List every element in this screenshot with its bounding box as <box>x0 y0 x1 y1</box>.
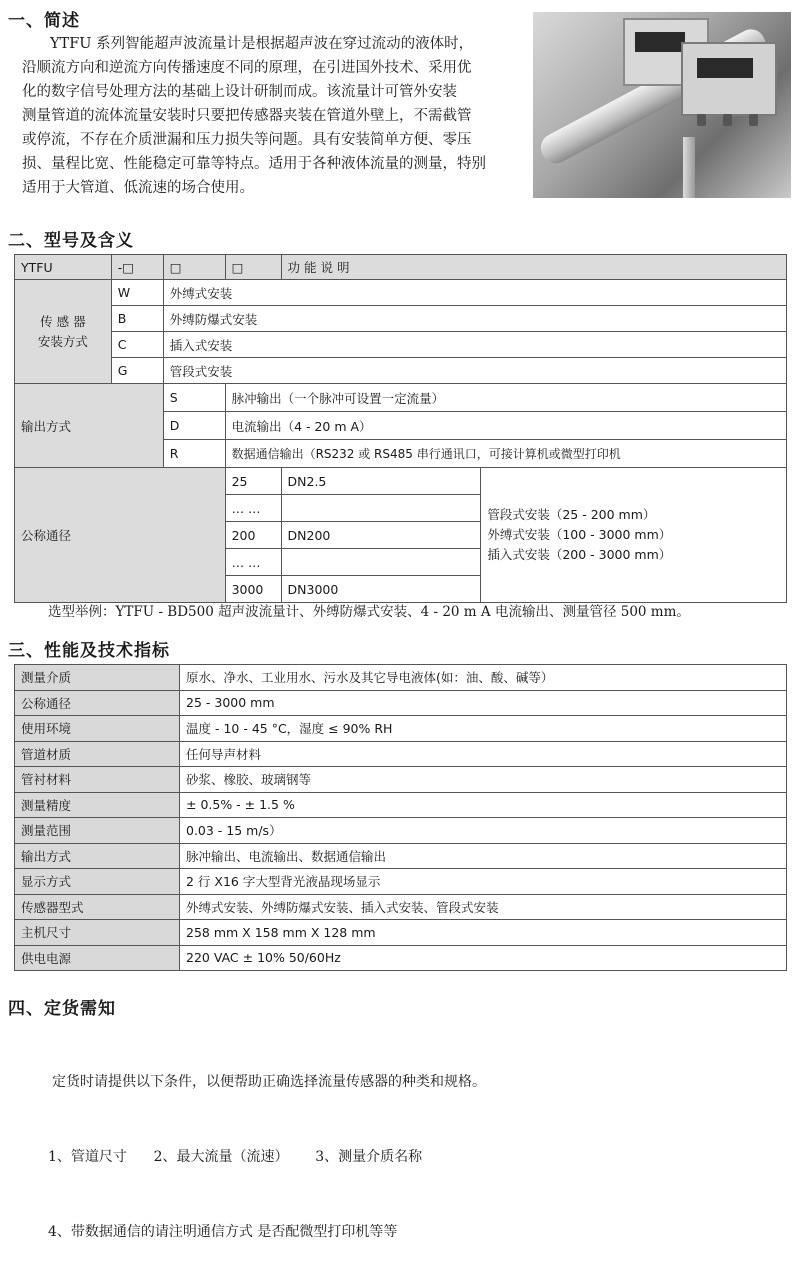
sensor-code: C <box>111 332 163 358</box>
section1-line: 或停流，不存在介质泄漏和压力损失等问题。具有安装简单方便、零压 <box>22 132 472 148</box>
spec-value: 外缚式安装、外缚防爆式安装、插入式安装、管段式安装 <box>180 894 787 920</box>
output-code: R <box>163 440 225 468</box>
spec-value: 258 mm X 158 mm X 128 mm <box>180 920 787 946</box>
cable-gland-icon <box>697 114 706 126</box>
section4-body <box>48 1020 788 1270</box>
spec-label: 测量精度 <box>15 792 180 818</box>
output-desc: 数据通信输出（RS232 或 RS485 串行通讯口，可接计算机或微型打印机 <box>225 440 786 468</box>
cable-gland-icon <box>749 114 758 126</box>
table-row <box>15 869 787 895</box>
flowmeter-unit-front <box>681 42 777 116</box>
section3-heading: 三、性能及技术指标 <box>8 641 170 661</box>
table-row <box>15 716 787 742</box>
table-row <box>15 280 787 306</box>
spec-label: 管衬材料 <box>15 767 180 793</box>
spec-label: 供电电源 <box>15 945 180 971</box>
ordering-line: 4、带数据通信的请注明通信方式 是否配微型打印机等等 <box>48 1224 398 1240</box>
section1-line: YTFU 系列智能超声波流量计是根据超声波在穿过流动的液体时， <box>50 36 474 52</box>
diameter-dn <box>281 549 481 576</box>
sensor-code: W <box>111 280 163 306</box>
table-row <box>15 358 787 384</box>
spec-value: 0.03 - 15 m/s） <box>180 818 787 844</box>
table-header-row <box>15 255 787 280</box>
code-slot-2: □ <box>163 255 225 280</box>
section1-line: 损、量程比宽、性能稳定可靠等特点。适用于各种液体流量的测量，特别 <box>22 156 486 172</box>
model-code: YTFU <box>15 255 112 280</box>
diameter-code: 25 <box>225 468 281 495</box>
output-mode-label: 输出方式 <box>15 384 164 468</box>
function-header: 功 能 说 明 <box>281 255 786 280</box>
section1-line: 化的数字信号处理方法的基础上设计研制而成。该流量计可管外安装 <box>22 84 457 100</box>
sensor-desc: 外缚式安装 <box>163 280 786 306</box>
diameter-note: 插入式安装（200 - 3000 mm） <box>487 547 672 562</box>
spec-value: 任何导声材料 <box>180 741 787 767</box>
diameter-dn: DN3000 <box>281 576 481 603</box>
table-row <box>15 894 787 920</box>
table-row <box>15 818 787 844</box>
spec-label: 测量介质 <box>15 665 180 691</box>
spec-value: 25 - 3000 mm <box>180 690 787 716</box>
spec-value: 温度 - 10 - 45 °C，湿度 ≤ 90% RH <box>180 716 787 742</box>
table-row <box>15 332 787 358</box>
code-slot-1: -□ <box>111 255 163 280</box>
diameter-note: 外缚式安装（100 - 3000 mm） <box>487 527 672 542</box>
diameter-code: 200 <box>225 522 281 549</box>
output-code: D <box>163 412 225 440</box>
spec-table <box>14 664 787 971</box>
table-row <box>15 468 787 495</box>
spec-value: 原水、净水、工业用水、污水及其它导电液体(如：油、酸、碱等） <box>180 665 787 691</box>
output-desc: 脉冲输出（一个脉冲可设置一定流量） <box>225 384 786 412</box>
diameter-code: … … <box>225 495 281 522</box>
diameter-note: 管段式安装（25 - 200 mm） <box>487 507 656 522</box>
table-row <box>15 767 787 793</box>
ordering-line: 定货时请提供以下条件，以便帮助正确选择流量传感器的种类和规格。 <box>52 1074 486 1090</box>
diameter-code: … … <box>225 549 281 576</box>
sensor-desc: 外缚防爆式安装 <box>163 306 786 332</box>
table-row <box>15 665 787 691</box>
cable-gland-icon <box>723 114 732 126</box>
diameter-dn <box>281 495 481 522</box>
table-row <box>15 843 787 869</box>
code-slot-3: □ <box>225 255 281 280</box>
spec-label: 显示方式 <box>15 869 180 895</box>
spec-value: 砂浆、橡胶、玻璃钢等 <box>180 767 787 793</box>
display-screen-icon <box>635 32 685 52</box>
spec-label: 主机尺寸 <box>15 920 180 946</box>
diameter-notes <box>481 468 787 603</box>
spec-label: 输出方式 <box>15 843 180 869</box>
sensor-code: G <box>111 358 163 384</box>
spec-value: 脉冲输出、电流输出、数据通信输出 <box>180 843 787 869</box>
spec-value: 220 VAC ± 10% 50/60Hz <box>180 945 787 971</box>
diameter-dn: DN2.5 <box>281 468 481 495</box>
sensor-mount-label: 传 感 器 安装方式 <box>15 280 112 384</box>
table-row <box>15 690 787 716</box>
section2-heading: 二、型号及含义 <box>8 231 134 251</box>
section1-line: 适用于大管道、低流速的场合使用。 <box>22 180 254 196</box>
ordering-line: 1、管道尺寸 2、最大流量（流速） 3、测量介质名称 <box>48 1149 423 1165</box>
spec-label: 测量范围 <box>15 818 180 844</box>
table-row <box>15 741 787 767</box>
table-row <box>15 306 787 332</box>
spec-label: 管道材质 <box>15 741 180 767</box>
product-photo <box>533 12 791 198</box>
display-screen-icon <box>697 58 753 78</box>
nominal-diameter-label: 公称通径 <box>15 468 226 603</box>
section1-body <box>22 32 532 200</box>
table-row <box>15 792 787 818</box>
section4-heading: 四、定货需知 <box>8 999 116 1019</box>
spec-label: 传感器型式 <box>15 894 180 920</box>
selection-example: 选型举例：YTFU - BD500 超声波流量计、外缚防爆式安装、4 - 20 m A 电流输出、测量管径 500 mm。 <box>48 604 690 620</box>
spec-label: 公称通径 <box>15 690 180 716</box>
spec-value: 2 行 X16 字大型背光液晶现场显示 <box>180 869 787 895</box>
sensor-desc: 管段式安装 <box>163 358 786 384</box>
table-row <box>15 945 787 971</box>
diameter-code: 3000 <box>225 576 281 603</box>
model-table <box>14 254 787 603</box>
table-row <box>15 384 787 412</box>
sensor-desc: 插入式安装 <box>163 332 786 358</box>
output-code: S <box>163 384 225 412</box>
pipe-support-shape <box>683 137 695 198</box>
section1-line: 测量管道的流体流量安装时只要把传感器夹装在管道外壁上，不需截管 <box>22 108 472 124</box>
diameter-dn: DN200 <box>281 522 481 549</box>
section1-heading: 一、简述 <box>8 11 80 31</box>
output-desc: 电流输出（4 - 20 m A） <box>225 412 786 440</box>
spec-label: 使用环境 <box>15 716 180 742</box>
sensor-code: B <box>111 306 163 332</box>
spec-value: ± 0.5% - ± 1.5 % <box>180 792 787 818</box>
table-row <box>15 920 787 946</box>
section1-line: 沿顺流方向和逆流方向传播速度不同的原理，在引进国外技术、采用优 <box>22 60 472 76</box>
